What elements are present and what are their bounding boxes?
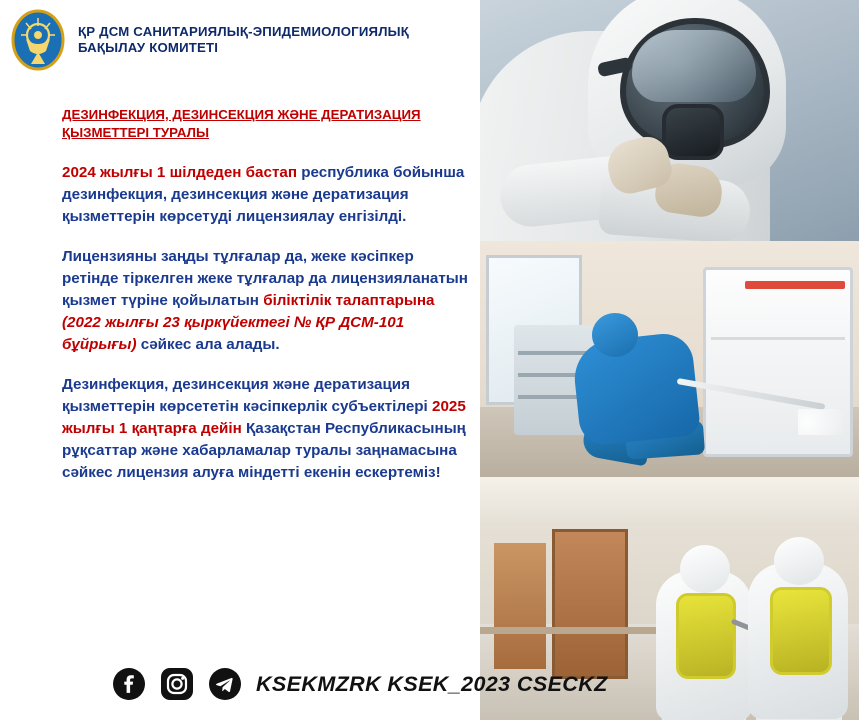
kazakhstan-state-emblem-icon — [10, 8, 66, 72]
page-title: ДЕЗИНФЕКЦИЯ, ДЕЗИНСЕКЦИЯ ЖӘНЕ ДЕРАТИЗАЦИЯ ҚЫЗМЕТТЕРІ ТУРАЛЫ — [62, 107, 421, 140]
body-text — [62, 162, 474, 484]
paragraph-3: Дезинфекция, дезинсекция және дератизация қызметтерін көрсететін кәсіпкерлік субъектілері 2025 жылғы 1 қаңтарға дейін Қазақстан Республикасының рұқсаттар және хабарламалар туралы заңнамасына сәйкес лицензия алуға міндетті екенін ескертеміз! — [62, 375, 466, 482]
disinfection-spraying-in-clinic-photo — [480, 241, 859, 477]
instagram-icon[interactable] — [160, 667, 194, 701]
header-title: ҚР ДСМ САНИТАРИЯЛЫҚ-ЭПИДЕМИОЛОГИЯЛЫҚ БАҚЫЛАУ КОМИТЕТІ — [78, 23, 410, 55]
facebook-icon[interactable] — [112, 667, 146, 701]
telegram-icon[interactable] — [208, 667, 242, 701]
footer — [0, 648, 608, 720]
paragraph-2: Лицензияны заңды тұлғалар да, жеке кәсіпкер ретінде тіркелген жеке тұлғалар да лицензияланатын қызмет түріне қойылатын біліктілік талаптарына (2022 жылғы 23 қыркүйектегі № ҚР ДСМ-101 бұйрығы) сәйкес ала алады. — [62, 247, 468, 354]
paragraph-1: 2024 жылғы 1 шілдеден бастап республика бойынша дезинфекция, дезинсекция және дератизация қызметтерін көрсетуді лицензиялау енгізілді. — [62, 164, 465, 226]
worker-in-protective-suit-with-respirator-photo — [480, 0, 859, 241]
header — [0, 0, 480, 80]
social-handles: KSEKMZRK KSEK_2023 CSECKZ — [256, 671, 608, 696]
